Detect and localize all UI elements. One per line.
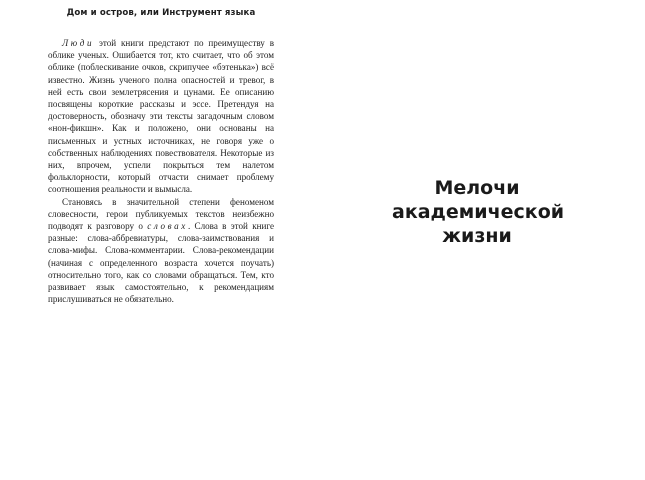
paragraph-1: [48, 37, 274, 196]
title-line-1: Мелочи: [434, 177, 520, 199]
paragraph-1-text: этой книги предстают по преимуществу в облике ученых. Ошибается тот, кто считает, что об этом облике (поблескивание очков, скрипучее «бэтенька») всё известно. Жизнь ученого полна опасностей и тревог, в ней есть свои землетрясения и цунами. Ее описанию посвящены короткие рассказы и эссе. Претендуя на достоверность, обозначу эти тексты загадочным словом «нон-фикшн». Как и положено, они основаны на письменных и устных источниках, не говоря уже о собственных наблюдениях повествователя. Некоторые из них, впрочем, успели покрыться тем налетом фольклорности, который отчасти снимает проблему соотношения реальности и вымысла.: [48, 38, 274, 195]
title-line-2: академической: [392, 201, 565, 223]
section-title: [392, 176, 565, 248]
paragraph-2-after: . Слова в этой книге разные: слова-аббревиатуры, слова-заимствования и слова-мифы. Слова-комментарии. Слова-рекомендации (начиная с определенного возраста хочется поучать) относительно того, как со словами обращаться. Тем, кто развивает язык самостоятельно, к рекомендациям прислушиваться не обязательно.: [48, 221, 274, 305]
left-page: [0, 0, 322, 480]
paragraph-2: [48, 196, 274, 306]
running-head: Дом и остров, или Инструмент языка: [66, 8, 256, 18]
paragraph-2-before: Становясь в значительной степени феноменом словесности, герои публикуемых текстов неизбежно подводят к разговору о: [48, 196, 274, 232]
title-line-3: жизни: [442, 225, 512, 247]
right-page: [322, 0, 645, 480]
spaced-word-words: словах: [147, 221, 188, 232]
body-text: [48, 37, 274, 305]
spaced-word-people: Люди: [62, 38, 95, 48]
